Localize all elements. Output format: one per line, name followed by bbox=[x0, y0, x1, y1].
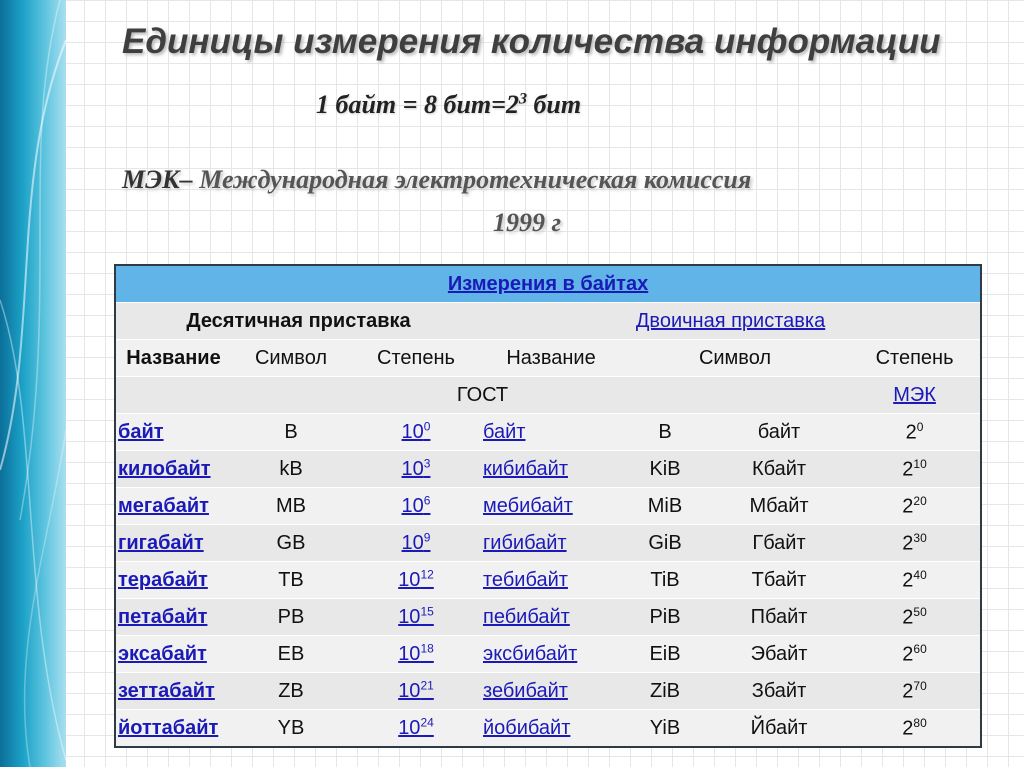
column-header: Степень bbox=[351, 340, 481, 377]
decimal-power-link[interactable] bbox=[398, 717, 434, 739]
binary-power-cell bbox=[849, 673, 981, 710]
table-caption-row bbox=[115, 265, 981, 303]
decimal-unit-link[interactable]: петабайт bbox=[118, 605, 208, 628]
decimal-name-cell bbox=[115, 673, 231, 710]
power-exponent: 30 bbox=[913, 530, 927, 545]
column-header: Символ bbox=[621, 340, 849, 377]
power-base: 10 bbox=[398, 680, 421, 703]
column-header-row bbox=[115, 340, 981, 377]
power-exponent: 80 bbox=[913, 715, 927, 730]
power-base: 10 bbox=[398, 569, 421, 592]
gost-symbol: Эбайт bbox=[709, 636, 849, 673]
gost-symbol: Гбайт bbox=[709, 525, 849, 562]
decimal-power-cell bbox=[351, 673, 481, 710]
gost-symbol: Йбайт bbox=[709, 710, 849, 748]
decimal-symbol: B bbox=[231, 414, 351, 451]
decimal-power-cell bbox=[351, 488, 481, 525]
binary-unit-link[interactable]: пебибайт bbox=[483, 605, 570, 628]
power-exponent: 50 bbox=[913, 604, 927, 619]
power-exponent: 10 bbox=[913, 456, 927, 471]
decimal-symbol: YB bbox=[231, 710, 351, 748]
power-base: 10 bbox=[398, 643, 421, 666]
decimal-unit-link[interactable]: эксабайт bbox=[118, 642, 207, 665]
binary-unit-link[interactable]: кибибайт bbox=[483, 457, 568, 480]
power-exponent: 9 bbox=[423, 530, 431, 545]
binary-power-cell bbox=[849, 710, 981, 748]
binary-unit-link[interactable]: гибибайт bbox=[483, 531, 567, 554]
decimal-unit-link[interactable]: гигабайт bbox=[118, 531, 204, 554]
binary-unit-link[interactable]: эксбибайт bbox=[483, 642, 578, 665]
decimal-power-cell bbox=[351, 562, 481, 599]
power-base: 10 bbox=[401, 532, 424, 555]
decimal-symbol: MB bbox=[231, 488, 351, 525]
power-exponent: 20 bbox=[913, 493, 927, 508]
table-row bbox=[115, 451, 981, 488]
decimal-power-link[interactable] bbox=[402, 495, 431, 517]
power-base: 2 bbox=[902, 569, 914, 592]
binary-power-cell bbox=[849, 599, 981, 636]
gost-symbol: Кбайт bbox=[709, 451, 849, 488]
decimal-power-link[interactable] bbox=[398, 643, 434, 665]
decimal-name-cell bbox=[115, 488, 231, 525]
decimal-power-cell bbox=[351, 414, 481, 451]
decimal-unit-link[interactable]: мегабайт bbox=[118, 494, 209, 517]
decimal-power-link[interactable] bbox=[398, 606, 434, 628]
binary-symbol: KiB bbox=[621, 451, 709, 488]
table-row bbox=[115, 414, 981, 451]
binary-name-cell bbox=[481, 562, 621, 599]
binary-unit-link[interactable]: мебибайт bbox=[483, 494, 573, 517]
power-exponent: 24 bbox=[420, 715, 434, 730]
group-header-row bbox=[115, 303, 981, 340]
table-row bbox=[115, 710, 981, 748]
decimal-power-link[interactable] bbox=[398, 680, 434, 702]
power-base: 2 bbox=[902, 606, 914, 629]
power-base: 2 bbox=[905, 421, 917, 444]
formula-unit: бит bbox=[526, 90, 582, 119]
decimal-name-cell bbox=[115, 451, 231, 488]
table-row bbox=[115, 673, 981, 710]
power-exponent: 0 bbox=[423, 419, 431, 434]
power-base: 10 bbox=[398, 717, 421, 740]
decimal-name-cell bbox=[115, 710, 231, 748]
binary-prefix-link[interactable]: Двоичная приставка bbox=[635, 309, 826, 332]
table-row bbox=[115, 562, 981, 599]
binary-unit-link[interactable]: зебибайт bbox=[483, 679, 568, 702]
power-base: 10 bbox=[398, 606, 421, 629]
power-exponent: 70 bbox=[913, 678, 927, 693]
power-base: 2 bbox=[902, 643, 914, 666]
decimal-symbol: GB bbox=[231, 525, 351, 562]
decimal-unit-link[interactable]: килобайт bbox=[118, 457, 211, 480]
power-base: 2 bbox=[902, 717, 914, 740]
table-row bbox=[115, 636, 981, 673]
binary-power-cell bbox=[849, 451, 981, 488]
standards-row bbox=[115, 377, 981, 414]
power-base: 2 bbox=[902, 680, 914, 703]
column-header: Степень bbox=[849, 340, 981, 377]
decimal-power-cell bbox=[351, 525, 481, 562]
column-header: Символ bbox=[231, 340, 351, 377]
decimal-prefix-header: Десятичная приставка bbox=[115, 303, 481, 340]
binary-symbol: ZiB bbox=[621, 673, 709, 710]
power-exponent: 40 bbox=[913, 567, 927, 582]
gost-standard-label: ГОСТ bbox=[115, 377, 849, 414]
binary-name-cell bbox=[481, 488, 621, 525]
table-row bbox=[115, 525, 981, 562]
decimal-name-cell bbox=[115, 636, 231, 673]
power-base: 10 bbox=[401, 495, 424, 518]
binary-symbol: EiB bbox=[621, 636, 709, 673]
decimal-name-cell bbox=[115, 562, 231, 599]
column-header: Название bbox=[115, 340, 231, 377]
decimal-name-cell bbox=[115, 525, 231, 562]
binary-symbol: YiB bbox=[621, 710, 709, 748]
iec-year: 1999 г bbox=[493, 208, 562, 237]
binary-symbol: MiB bbox=[621, 488, 709, 525]
decimal-name-cell bbox=[115, 599, 231, 636]
decimal-power-link[interactable] bbox=[398, 569, 434, 591]
wave-decoration-icon bbox=[0, 0, 66, 767]
binary-name-cell bbox=[481, 636, 621, 673]
caption-link[interactable]: Измерения в байтах bbox=[447, 272, 649, 295]
binary-unit-link[interactable]: тебибайт bbox=[483, 568, 568, 591]
power-exponent: 12 bbox=[420, 567, 434, 582]
iec-full-name: Международная электротехническая комиссия bbox=[192, 165, 752, 194]
power-base: 10 bbox=[401, 421, 424, 444]
power-base: 2 bbox=[902, 532, 914, 555]
power-exponent: 3 bbox=[423, 456, 431, 471]
table-row bbox=[115, 488, 981, 525]
binary-unit-link[interactable]: йобибайт bbox=[483, 716, 571, 739]
power-base: 10 bbox=[401, 458, 424, 481]
table-row bbox=[115, 599, 981, 636]
decimal-symbol: TB bbox=[231, 562, 351, 599]
iec-standard-link[interactable]: МЭК bbox=[893, 383, 936, 406]
decimal-power-link[interactable] bbox=[402, 421, 431, 443]
iec-abbreviation: МЭК– bbox=[122, 165, 193, 194]
binary-name-cell bbox=[481, 451, 621, 488]
decimal-power-cell bbox=[351, 451, 481, 488]
binary-name-cell bbox=[481, 414, 621, 451]
decimal-power-cell bbox=[351, 710, 481, 748]
column-header: Название bbox=[481, 340, 621, 377]
byte-units-table bbox=[114, 264, 982, 748]
binary-symbol: TiB bbox=[621, 562, 709, 599]
binary-power-cell bbox=[849, 636, 981, 673]
power-exponent: 21 bbox=[420, 678, 434, 693]
binary-symbol: PiB bbox=[621, 599, 709, 636]
power-exponent: 6 bbox=[423, 493, 431, 508]
binary-name-cell bbox=[481, 673, 621, 710]
decimal-symbol: kB bbox=[231, 451, 351, 488]
byte-formula bbox=[316, 90, 581, 120]
decimal-name-cell bbox=[115, 414, 231, 451]
gost-symbol: Пбайт bbox=[709, 599, 849, 636]
power-base: 2 bbox=[902, 495, 914, 518]
decimal-symbol: PB bbox=[231, 599, 351, 636]
binary-power-cell bbox=[849, 525, 981, 562]
binary-symbol: GiB bbox=[621, 525, 709, 562]
binary-name-cell bbox=[481, 710, 621, 748]
decimal-symbol: ZB bbox=[231, 673, 351, 710]
table-caption-cell bbox=[115, 265, 981, 303]
power-exponent: 60 bbox=[913, 641, 927, 656]
binary-prefix-header-cell bbox=[481, 303, 981, 340]
iec-definition bbox=[122, 165, 751, 195]
binary-power-cell bbox=[849, 562, 981, 599]
decimal-power-cell bbox=[351, 636, 481, 673]
formula-main: 1 байт = 8 бит=2 bbox=[316, 90, 519, 119]
power-exponent: 18 bbox=[420, 641, 434, 656]
power-exponent: 15 bbox=[420, 604, 434, 619]
decorative-left-band bbox=[0, 0, 66, 767]
gost-symbol: Тбайт bbox=[709, 562, 849, 599]
binary-unit-link[interactable]: байт bbox=[483, 420, 526, 443]
decimal-power-link[interactable] bbox=[402, 532, 431, 554]
formula-exponent: 3 bbox=[518, 90, 527, 108]
gost-symbol: байт bbox=[709, 414, 849, 451]
decimal-symbol: EB bbox=[231, 636, 351, 673]
binary-name-cell bbox=[481, 599, 621, 636]
decimal-unit-link[interactable]: йоттабайт bbox=[118, 716, 219, 739]
decimal-unit-link[interactable]: байт bbox=[118, 420, 164, 443]
decimal-power-cell bbox=[351, 599, 481, 636]
power-exponent: 0 bbox=[916, 419, 924, 434]
binary-name-cell bbox=[481, 525, 621, 562]
gost-symbol: Мбайт bbox=[709, 488, 849, 525]
binary-power-cell bbox=[849, 488, 981, 525]
power-base: 2 bbox=[902, 458, 914, 481]
gost-symbol: Збайт bbox=[709, 673, 849, 710]
binary-power-cell bbox=[849, 414, 981, 451]
decimal-unit-link[interactable]: терабайт bbox=[118, 568, 208, 591]
slide-title: Единицы измерения количества информации bbox=[122, 22, 941, 61]
binary-symbol: B bbox=[621, 414, 709, 451]
iec-standard-cell bbox=[849, 377, 981, 414]
decimal-unit-link[interactable]: зеттабайт bbox=[118, 679, 215, 702]
decimal-power-link[interactable] bbox=[402, 458, 431, 480]
